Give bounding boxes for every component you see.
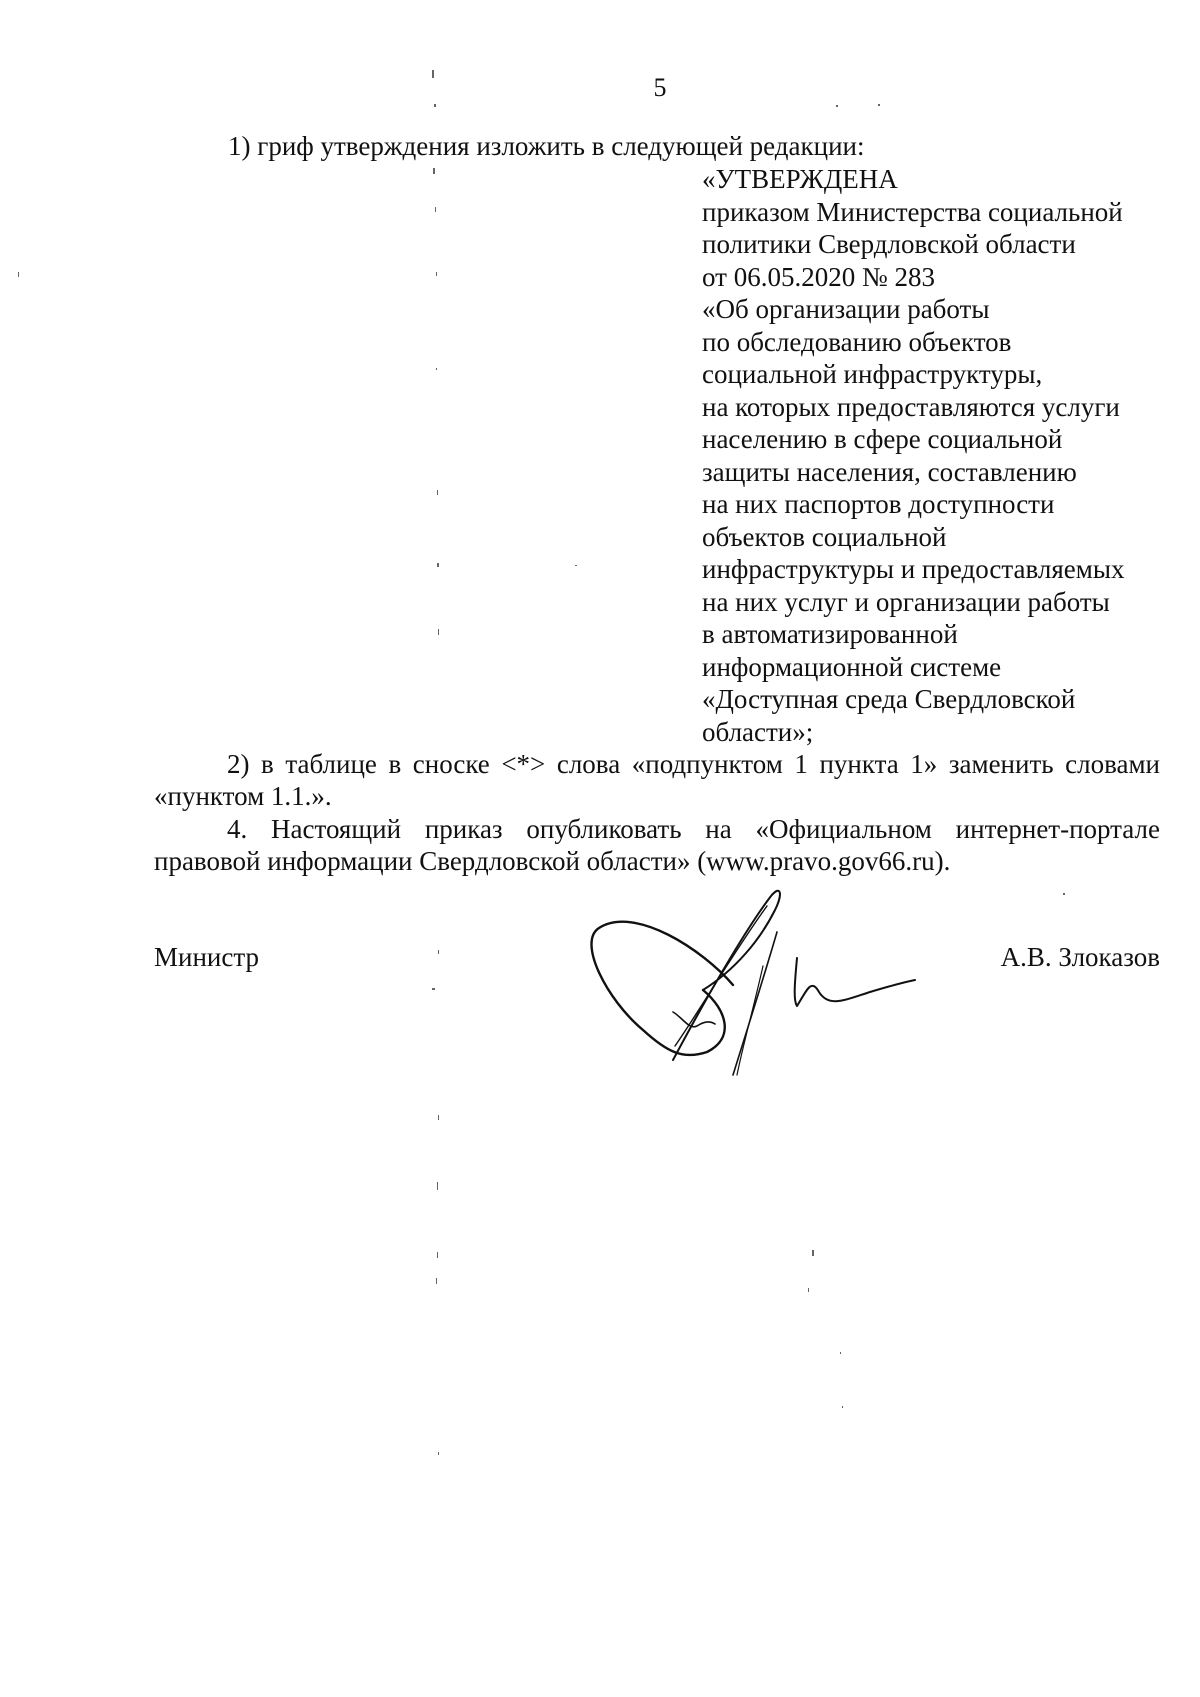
stamp-line: населению в сфере социальной bbox=[702, 424, 1063, 454]
stamp-line: в автоматизированной bbox=[702, 619, 958, 649]
stamp-line: «Доступная среда Свердловской bbox=[702, 684, 1076, 714]
stamp-line: от 06.05.2020 № 283 bbox=[702, 261, 935, 292]
stamp-line: на которых предоставляются услуги bbox=[702, 391, 1120, 422]
signer-position: Министр bbox=[154, 942, 259, 972]
paragraph-4: 4. Настоящий приказ опубликовать на «Официальном интернет-портале правовой информации Свердловской области» (www.pravo.gov66.ru). bbox=[154, 814, 1160, 876]
stamp-line: «УТВЕРЖДЕНА bbox=[702, 164, 898, 194]
stamp-line: на них услуг и организации работы bbox=[702, 586, 1110, 617]
stamp-line: «Об организации работы bbox=[702, 294, 990, 324]
stamp-line: социальной инфраструктуры, bbox=[702, 359, 1043, 389]
stamp-line: инфраструктуры и предоставляемых bbox=[702, 554, 1125, 584]
stamp-line: информационной системе bbox=[702, 651, 1002, 682]
intro-paragraph: 1) гриф утверждения изложить в следующей редакции: bbox=[228, 131, 865, 161]
page-number: 5 bbox=[653, 73, 667, 102]
stamp-line: области»; bbox=[702, 716, 814, 747]
stamp-line: объектов социальной bbox=[702, 521, 947, 552]
stamp-line: приказом Министерства социальной bbox=[702, 196, 1123, 227]
stamp-line: защиты населения, составлению bbox=[702, 456, 1077, 487]
stamp-line: по обследованию объектов bbox=[702, 326, 1012, 357]
paragraph-2: 2) в таблице в сноске <*> слова «подпунктом 1 пункта 1» заменить словами «пунктом 1.1.». bbox=[154, 749, 1160, 811]
signer-name: А.В. Злоказов bbox=[1000, 942, 1160, 972]
stamp-line: на них паспортов доступности bbox=[702, 489, 1055, 519]
stamp-line: политики Свердловской области bbox=[702, 229, 1076, 259]
